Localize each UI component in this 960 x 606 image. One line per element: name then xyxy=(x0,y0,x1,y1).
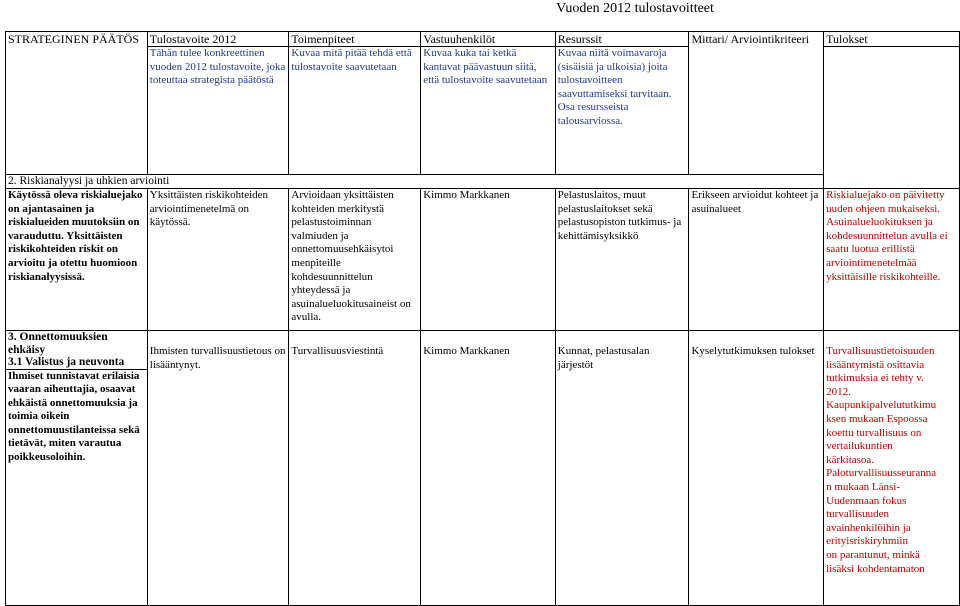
tulokset-line: tutkimuksia ei tehty v. xyxy=(826,372,924,385)
targets-table xyxy=(5,31,960,606)
section-2-tulokset: Riskialuejako on päivitetty uuden ohjeen mukaiseksi. Asuinalueluokituksen ja kohdesuunnittelun avulla ei saatu luotua erillistä arviointimenetelmää yksittäisille riskikohteille. xyxy=(824,189,960,331)
tulokset-line: n mukaan Länsi- xyxy=(826,480,901,493)
guidance-toimenpiteet: Kuvaa mitä pitää tehdä että tulostavoite saavutetaan xyxy=(289,47,421,175)
section-3-mittari: Kyselytutkimuksen tulokset xyxy=(689,331,824,606)
header-toimenpiteet: Toimenpiteet xyxy=(289,32,421,47)
header-row xyxy=(6,32,960,47)
tulokset-line: kärkitasoa. xyxy=(826,453,875,466)
section-3-resurssit: Kunnat, pelastusalan järjestöt xyxy=(555,331,689,606)
tulokset-line: 2012. xyxy=(826,385,851,398)
tulokset-line: Paloturvallisuusseuranna xyxy=(826,467,937,480)
section-3-strateginen: Ihmiset tunnistavat erilaisia vaaran aiheuttajia, osaavat ehkäistä onnettomuuksia ja toimia oikein onnettomuustilanteissa sekä tietävät, miten varautua poikkeusoloihin. xyxy=(6,369,148,605)
tulokset-line: on parantunut, minkä xyxy=(826,548,920,561)
section-3-tulostavoite: Ihmisten turvallisuustietous on lisääntynyt. xyxy=(147,331,289,606)
guidance-resurssit: Kuvaa niitä voimavaroja (sisäisiä ja ulkoisia) joita tulostavoitteen saavuttamiseksi tarvitaan. Osa resursseista talousarviossa. xyxy=(555,47,689,175)
section-3-vastuuhenkilot: Kimmo Markkanen xyxy=(421,331,556,606)
tulokset-line: lisääntymistä osittavia xyxy=(826,358,925,371)
document-title: Vuoden 2012 tulostavoitteet xyxy=(556,1,714,16)
section-3-tulokset xyxy=(824,331,960,606)
section-2-row xyxy=(6,189,960,331)
section-2-heading-row xyxy=(6,175,960,189)
header-mittari: Mittari/ Arviointikriteeri xyxy=(689,32,824,175)
guidance-tulostavoite: Tähän tulee konkreettinen vuoden 2012 tulostavoite, joka toteuttaa strategista päätöstä xyxy=(147,47,289,175)
section-2-heading: 2. Riskianalyysi ja uhkien arviointi xyxy=(6,175,689,189)
header-vastuuhenkilot: Vastuuhenkilöt xyxy=(421,32,556,47)
guidance-vastuuhenkilot: Kuvaa kuka tai ketkä kantavat päävastuun siitä, että tulostavoite saavutetaan xyxy=(421,47,556,175)
section-2-vastuuhenkilot: Kimmo Markkanen xyxy=(421,189,556,331)
section-2-mittari: Erikseen arvioidut kohteet ja asuinalueet xyxy=(689,189,824,331)
targets-table-wrapper xyxy=(5,31,960,606)
tulokset-line: ksen mukaan Espoossa xyxy=(826,412,928,425)
header-resurssit: Resurssit xyxy=(555,32,689,47)
tulokset-line: vertailukuntien xyxy=(826,440,893,453)
section-2-toimenpiteet: Arvioidaan yksittäisten kohteiden merkitystä pelastustoiminnan valmiuden ja onnettomuusehkäisytoi menpiteille kohdesuunnittelun yhteydessä ja asuinalueluokitusaineist on avulla. xyxy=(289,189,421,331)
tulokset-line: koettu turvallisuus on xyxy=(826,426,922,439)
tulokset-line: Turvallisuustietoisuuden xyxy=(826,345,935,357)
header-tulostavoite: Tulostavoite 2012 xyxy=(147,32,289,47)
section-3-subheading: 3.1 Valistus ja neuvonta xyxy=(6,356,148,369)
header-tulokset: Tulokset xyxy=(824,32,960,47)
tulokset-line: avainhenkilöihin ja xyxy=(826,521,911,534)
tulokset-line: lisäksi kohdentamaton xyxy=(826,562,925,575)
tulokset-line: Kaupunkipalvelututkimu xyxy=(826,399,937,412)
tulokset-line: turvallisuuden xyxy=(826,508,890,521)
section-3-heading: 3. Onnettomuuksien ehkäisy xyxy=(6,331,148,357)
section-3-heading-row xyxy=(6,331,960,357)
section-3-toimenpiteet: Turvallisuusviestintä xyxy=(289,331,421,606)
guidance-tulokset-empty xyxy=(824,47,960,189)
section-2-tulostavoite: Yksittäisten riskikohteiden arviointimenetelmä on käytössä. xyxy=(147,189,289,331)
tulokset-line: Uudenmaan fokus xyxy=(826,494,907,507)
section-2-strateginen: Käytössä oleva riskialuejako on ajantasainen ja riskialueiden muutoksiin on varauduttu. Yksittäisten riskikohteiden riskit on arvioitu ja otettu huomioon riskianalyysissä. xyxy=(6,189,148,331)
section-2-resurssit: Pelastuslaitos, muut pelastuslaitokset sekä pelastusopiston tutkimus- ja kehittämisyksikkö xyxy=(555,189,689,331)
tulokset-line: erityisriskiryhmiin xyxy=(826,535,908,548)
header-strateginen: STRATEGINEN PÄÄTÖS xyxy=(6,32,148,175)
